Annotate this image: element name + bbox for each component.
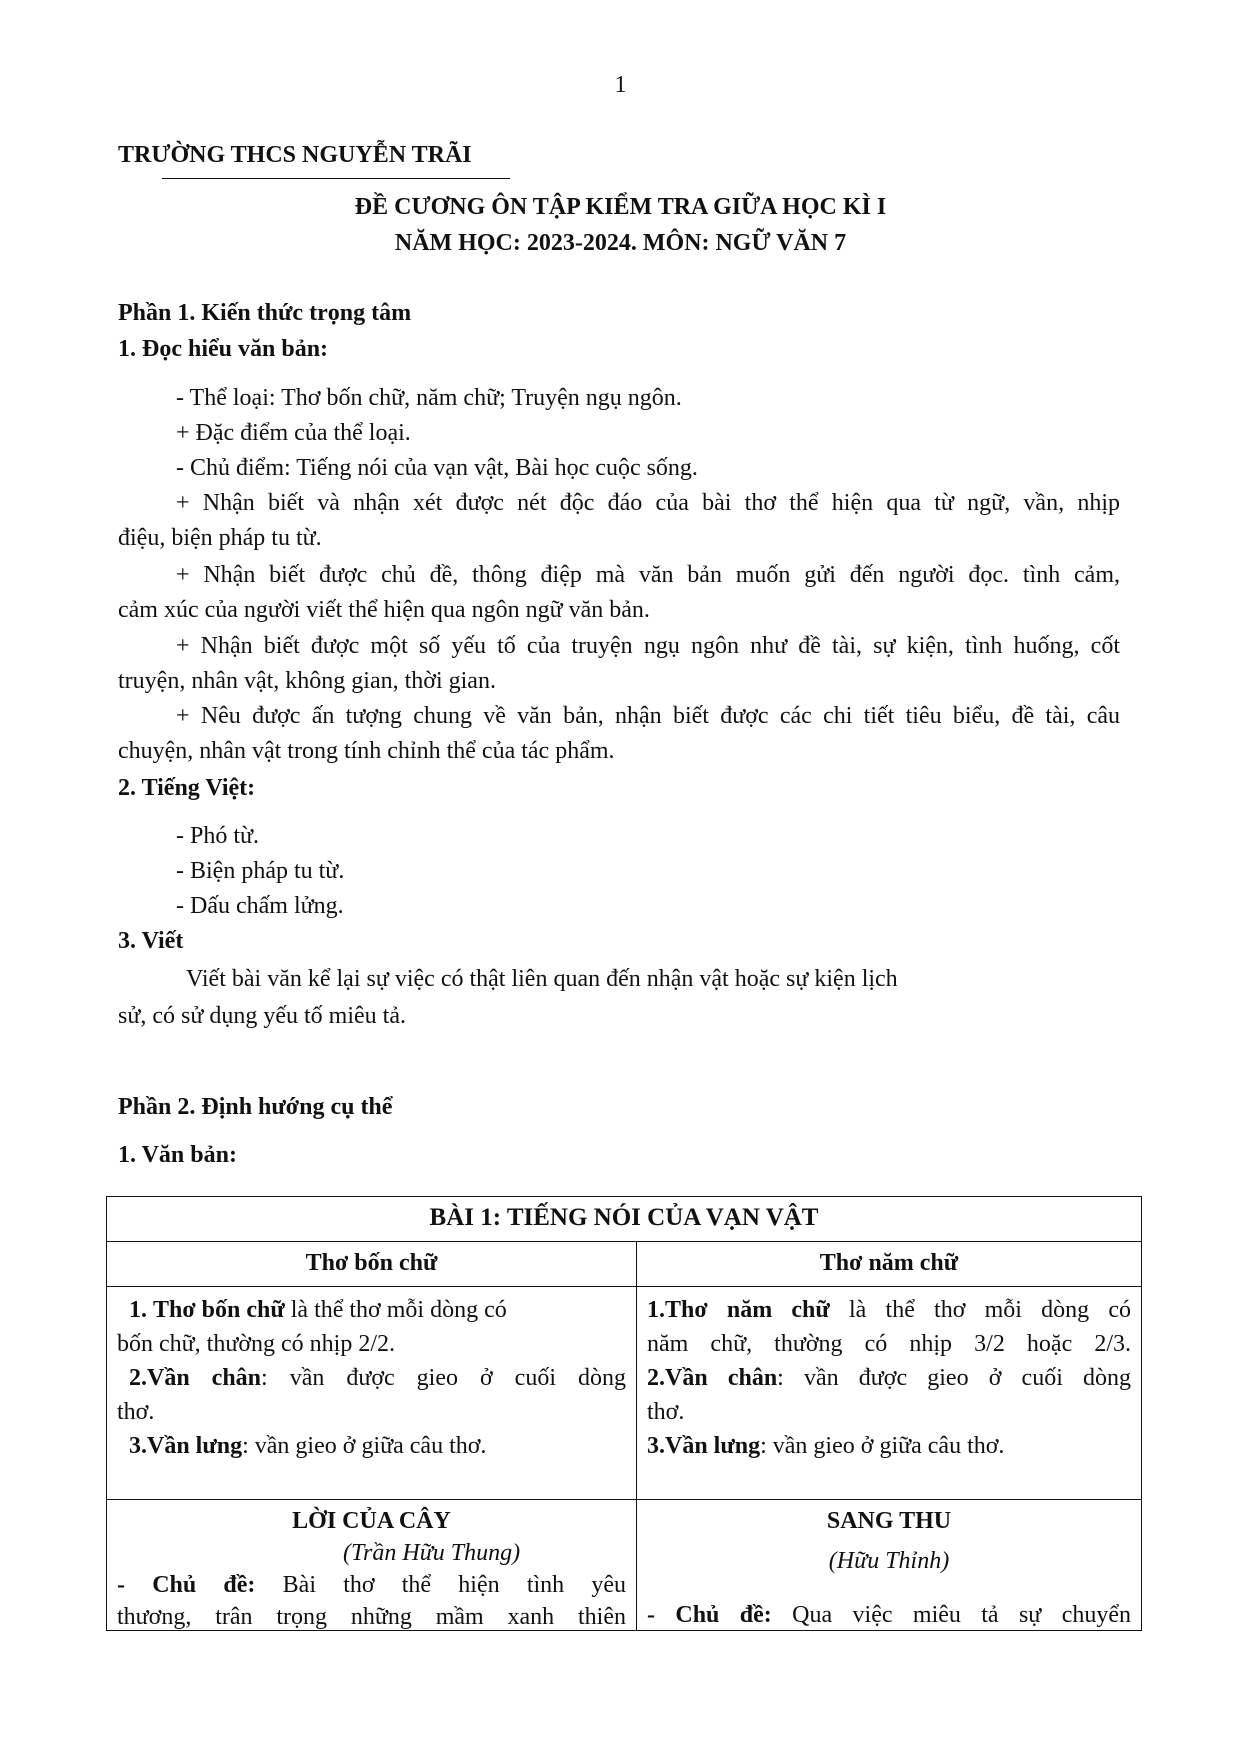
part2-heading: Phần 2. Định hướng cụ thể xyxy=(118,1094,393,1120)
lesson-table xyxy=(106,1196,1142,1631)
document-title: ĐỀ CƯƠNG ÔN TẬP KIỂM TRA GIỮA HỌC KÌ I xyxy=(354,194,887,220)
poem-theme-continued: thương, trân trọng những mầm xanh thiên xyxy=(117,1604,626,1630)
paragraph-line: cảm xúc của người viết thể hiện qua ngôn ngữ văn bản. xyxy=(118,597,650,623)
table-cell-five-word-poetry xyxy=(637,1287,1142,1500)
paragraph-line: sử, có sử dụng yếu tố miêu tả. xyxy=(118,1003,406,1029)
section-texts-heading: 1. Văn bản: xyxy=(118,1142,237,1168)
cell-line: 2.Vần chân: vần được gieo ở cuối dòng xyxy=(129,1365,626,1391)
paragraph-line: truyện, nhân vật, không gian, thời gian. xyxy=(118,668,496,694)
section-vietnamese-heading: 2. Tiếng Việt: xyxy=(118,775,256,801)
poem-title: SANG THU xyxy=(826,1508,952,1534)
paragraph-line: chuyện, nhân vật trong tính chỉnh thể của tác phẩm. xyxy=(118,738,615,764)
paragraph-line: điệu, biện pháp tu từ. xyxy=(118,525,322,551)
cell-line: 1.Thơ năm chữ là thể thơ mỗi dòng có xyxy=(647,1297,1131,1323)
cell-line: 3.Vần lưng: vần gieo ở giữa câu thơ. xyxy=(129,1433,487,1459)
cell-line: thơ. xyxy=(647,1399,685,1425)
cell-line: 1. Thơ bốn chữ là thể thơ mỗi dòng có xyxy=(129,1297,507,1323)
list-item: - Biện pháp tu từ. xyxy=(176,858,345,884)
cell-line: thơ. xyxy=(117,1399,155,1425)
cell-line: 3.Vần lưng: vần gieo ở giữa câu thơ. xyxy=(647,1433,1005,1459)
school-underline xyxy=(162,178,510,179)
list-item: - Phó từ. xyxy=(176,823,260,849)
paragraph-line: + Nhận biết được một số yếu tố của truyện ngụ ngôn như đề tài, sự kiện, tình huống, cốt xyxy=(176,633,1120,659)
poem-theme: - Chủ đề: Qua việc miêu tả sự chuyển xyxy=(647,1602,1132,1628)
list-item: - Dấu chấm lửng. xyxy=(176,893,344,919)
list-item: + Đặc điểm của thể loại. xyxy=(176,420,411,446)
poem-title: LỜI CỦA CÂY xyxy=(292,1508,451,1534)
section-writing-heading: 3. Viết xyxy=(118,928,184,954)
paragraph-line: + Nêu được ấn tượng chung về văn bản, nhận biết được các chi tiết tiêu biểu, đề tài, câu xyxy=(176,703,1120,729)
table-cell-four-word-poetry xyxy=(107,1287,637,1500)
paragraph-line: + Nhận biết được chủ đề, thông điệp mà văn bản muốn gửi đến người đọc. tình cảm, xyxy=(176,562,1120,588)
table-cell-poem-loi-cua-cay xyxy=(107,1500,637,1631)
column-header: Thơ năm chữ xyxy=(637,1242,1142,1287)
cell-line: 2.Vần chân: vần được gieo ở cuối dòng xyxy=(647,1365,1131,1391)
paragraph-line: Viết bài văn kể lại sự việc có thật liên quan đến nhận vật hoặc sự kiện lịch xyxy=(186,966,898,992)
school-name: TRƯỜNG THCS NGUYỄN TRÃI xyxy=(118,142,472,168)
column-header: Thơ bốn chữ xyxy=(107,1242,637,1287)
part1-heading: Phần 1. Kiến thức trọng tâm xyxy=(118,300,412,326)
cell-line: năm chữ, thường có nhịp 3/2 hoặc 2/3. xyxy=(647,1331,1131,1357)
cell-line: bốn chữ, thường có nhịp 2/2. xyxy=(117,1331,396,1357)
poem-author: (Hữu Thỉnh) xyxy=(828,1548,950,1574)
poem-theme: - Chủ đề: Bài thơ thể hiện tình yêu xyxy=(117,1572,627,1598)
page-number: 1 xyxy=(614,72,627,98)
table-cell-poem-sang-thu xyxy=(637,1500,1142,1631)
list-item: - Chủ điểm: Tiếng nói của vạn vật, Bài học cuộc sống. xyxy=(176,455,698,481)
poem-author: (Trần Hữu Thung) xyxy=(343,1540,521,1566)
list-item: - Thể loại: Thơ bốn chữ, năm chữ; Truyện ngụ ngôn. xyxy=(176,385,682,411)
document-subtitle: NĂM HỌC: 2023-2024. MÔN: NGỮ VĂN 7 xyxy=(394,230,847,256)
section-reading-heading: 1. Đọc hiểu văn bản: xyxy=(118,336,329,362)
table-title: BÀI 1: TIẾNG NÓI CỦA VẠN VẬT xyxy=(107,1197,1142,1242)
paragraph-line: + Nhận biết và nhận xét được nét độc đáo của bài thơ thể hiện qua từ ngữ, vần, nhịp xyxy=(176,490,1120,516)
